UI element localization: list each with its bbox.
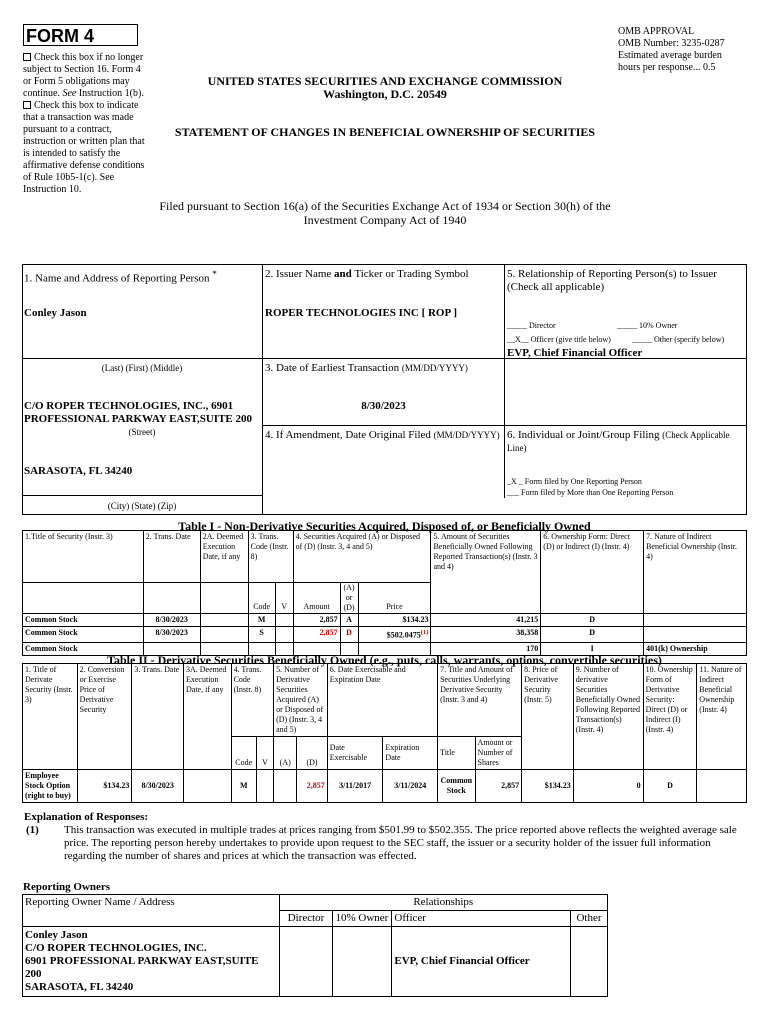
- explanation-number: (1): [26, 824, 39, 836]
- t1-h5: 5. Amount of Securities Beneficially Owned Following Reported Transaction(s) (Instr. 3 and 4): [431, 531, 541, 614]
- t1-h2: 2. Trans. Date: [143, 531, 200, 583]
- t2-h10: 10. Ownership Form of Derivative Security: Direct (D) or Indirect (I) (Instr. 4): [643, 664, 697, 770]
- t2-h3a: 3A. Deemed Execution Date, if any: [183, 664, 231, 770]
- col-relationships: Relationships: [279, 895, 607, 911]
- col-other: Other: [570, 911, 607, 927]
- t1-h1: 1.Title of Security (Instr. 3): [23, 531, 144, 583]
- check-rule-10b5-1[interactable]: Check this box to indicate that a transaction was made pursuant to a contract, instruction or written plan that is intended to satisfy the affirmative defense conditions of Rule 10b5-1(c). See Instruction 10.: [23, 100, 145, 195]
- table2: [22, 663, 747, 803]
- filing-one-person: _X _ Form filed by One Reporting Person: [507, 477, 642, 486]
- t1-sub-code: Code: [248, 583, 275, 614]
- footnote-ref[interactable]: (1): [420, 629, 429, 636]
- reporting-person-name: Conley Jason: [24, 307, 87, 319]
- check-no-longer-subject[interactable]: Check this box if no longer subject to Section 16. Form 4 or Form 5 obligations may continue. See Instruction 1(b).: [23, 52, 144, 99]
- form-title: FORM 4: [26, 26, 95, 46]
- officer-title: EVP, Chief Financial Officer: [507, 347, 643, 359]
- relationship-officer: __X__ Officer (give title below): [507, 335, 611, 344]
- reporting-owners-table: [22, 894, 608, 997]
- street-label: (Street): [128, 427, 156, 437]
- issuer-name: ROPER TECHNOLOGIES INC [ ROP ]: [265, 307, 458, 319]
- col-officer: Officer: [392, 911, 571, 927]
- t1-h6: 6. Ownership Form: Direct (D) or Indirect (I) (Instr. 4): [541, 531, 644, 614]
- table1: [22, 530, 747, 656]
- table-row: Conley Jason C/O ROPER TECHNOLOGIES, INC. 6901 PROFESSIONAL PARKWAY EAST,SUITE 200 SARASOTA, FL 34240 EVP, Chief Financial Officer: [23, 927, 608, 997]
- t2-h3: 3. Trans. Date: [132, 664, 184, 770]
- t2-sub-exercisable: Date Exercisable: [327, 737, 383, 770]
- t1-sub-amount: Amount: [293, 583, 340, 614]
- t2-h11: 11. Nature of Indirect Beneficial Ownership (Instr. 4): [697, 664, 747, 770]
- t2-sub-d: (D): [297, 737, 327, 770]
- col-10pct-owner: 10% Owner: [333, 911, 392, 927]
- agency-location: Washington, D.C. 20549: [323, 87, 447, 101]
- t2-sub-amount: Amount or Number of Shares: [475, 737, 522, 770]
- t2-sub-a: (A): [274, 737, 297, 770]
- field-label-5: 5. Relationship of Reporting Person(s) to Issuer (Check all applicable): [507, 268, 717, 293]
- t2-sub-v: V: [256, 737, 273, 770]
- checkbox-icon[interactable]: [23, 53, 31, 61]
- statement-title: STATEMENT OF CHANGES IN BENEFICIAL OWNERSHIP OF SECURITIES: [174, 125, 596, 139]
- field-label-1: 1. Name and Address of Reporting Person *: [24, 269, 217, 285]
- reporting-owners-heading: Reporting Owners: [23, 881, 111, 893]
- filing-more-persons: ___ Form filed by More than One Reporting Person: [507, 488, 674, 497]
- field-label-4: 4. If Amendment, Date Original Filed (MM/DD/YYYY): [265, 429, 500, 441]
- table-row: Common Stock 8/30/2023 M 2,857 A $134.23 41,215 D: [23, 614, 747, 627]
- t2-h8: 8. Price of Derivative Security (Instr. 5): [522, 664, 574, 770]
- t2-h4: 4. Trans. Code (Instr. 8): [231, 664, 274, 737]
- field-label-6: 6. Individual or Joint/Group Filing (Check Applicable Line): [507, 429, 730, 453]
- field-label-3: 3. Date of Earliest Transaction (MM/DD/YYYY): [265, 362, 468, 374]
- explanation-heading: Explanation of Responses:: [24, 811, 149, 823]
- checkbox-icon[interactable]: [23, 101, 31, 109]
- earliest-transaction-date: 8/30/2023: [361, 400, 406, 412]
- t2-sub-expiration: Expiration Date: [383, 737, 438, 770]
- col-owner-name: Reporting Owner Name / Address: [23, 895, 280, 927]
- table1-title: Table I - Non-Derivative Securities Acquired, Disposed of, or Beneficially Owned: [178, 519, 591, 533]
- t2-sub-code: Code: [231, 737, 256, 770]
- t2-h7: 7. Title and Amount of Securities Underlying Derivative Security (Instr. 3 and 4): [438, 664, 522, 737]
- t2-sub-title: Title: [438, 737, 475, 770]
- name-format-label: (Last) (First) (Middle): [101, 363, 183, 373]
- table-row: Common Stock 170 I 401(k) Ownership: [23, 642, 747, 655]
- table2-title: Table II - Derivative Securities Beneficially Owned (e.g., puts, calls, warrants, options, convertible securities): [107, 653, 662, 667]
- agency-name: UNITED STATES SECURITIES AND EXCHANGE COMMISSION: [207, 74, 563, 88]
- t1-h3: 3. Trans. Code (Instr. 8): [248, 531, 293, 583]
- t1-sub-ad: (A) or (D): [340, 583, 358, 614]
- t2-h1: 1. Title of Derivate Security (Instr. 3): [23, 664, 78, 770]
- t2-h2: 2. Conversion or Exercise Price of Derivative Security: [77, 664, 132, 770]
- table-row: Employee Stock Option (right to buy) $134.23 8/30/2023 M 2,857 3/11/2017 3/11/2024 Common Stock 2,857 $134.23 0 D: [23, 770, 747, 803]
- col-director: Director: [279, 911, 333, 927]
- omb-approval: OMB APPROVAL OMB Number: 3235-0287 Estimated average burden hours per response... 0.5: [618, 26, 725, 73]
- relationship-other: _____ Other (specify below): [632, 335, 725, 344]
- t2-h5: 5. Number of Derivative Securities Acquired (A) or Disposed of (D) (Instr. 3, 4 and 5): [274, 664, 328, 737]
- relationship-director: _____ Director: [507, 321, 556, 330]
- t1-sub-price: Price: [358, 583, 431, 614]
- t1-h4: 4. Securities Acquired (A) or Disposed of (D) (Instr. 3, 4 and 5): [293, 531, 431, 583]
- t1-h2a: 2A. Deemed Execution Date, if any: [200, 531, 248, 583]
- t1-sub-v: V: [275, 583, 293, 614]
- reporting-address: C/O ROPER TECHNOLOGIES, INC., 6901 PROFESSIONAL PARKWAY EAST,SUITE 200: [24, 400, 252, 425]
- field-label-2: 2. Issuer Name and Ticker or Trading Symbol: [265, 268, 469, 280]
- t1-h7: 7. Nature of Indirect Beneficial Ownership (Instr. 4): [644, 531, 747, 614]
- filed-pursuant: Filed pursuant to Section 16(a) of the Securities Exchange Act of 1934 or Section 30(h) of the Investment Company Act of 1940: [159, 199, 611, 227]
- table-row: Common Stock 8/30/2023 S 2,857 D $502.0475$^{(1)}$ 38,358 D: [23, 627, 747, 643]
- relationship-10pct-owner: _____ 10% Owner: [617, 321, 678, 330]
- t2-h6: 6. Date Exercisable and Expiration Date: [327, 664, 437, 737]
- reporting-city: SARASOTA, FL 34240: [24, 465, 133, 477]
- form-title-box: [23, 24, 138, 46]
- city-state-zip-label: (City) (State) (Zip): [107, 501, 177, 511]
- explanation-text: This transaction was executed in multiple trades at prices ranging from $501.99 to $502.355. The price reported above reflects the weighted average sale price. The reporting person hereby undertakes to provide upon request to the SEC staff, the issuer or a security holder of the issuer full information regarding the number of shares and prices at which the transaction was effected.: [64, 824, 737, 862]
- t2-h9: 9. Number of derivative Securities Beneficially Owned Following Reported Transaction(s) (Instr. 4): [573, 664, 643, 770]
